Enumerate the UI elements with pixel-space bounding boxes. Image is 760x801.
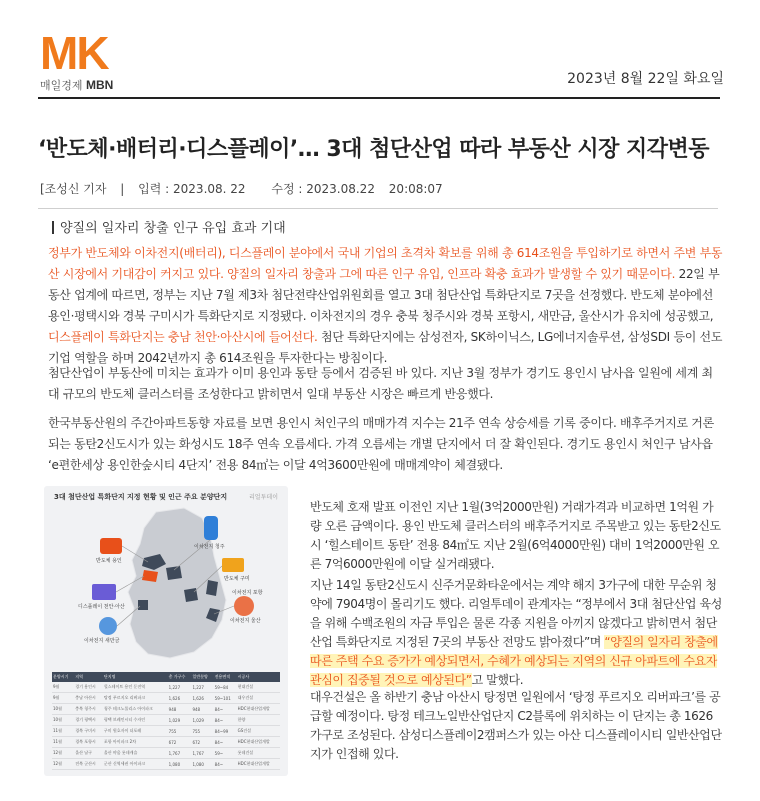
infographic-brand: 리얼투데이 [249,494,278,501]
logo-mbn-text: MBN [86,78,114,92]
region-pohang [206,580,218,596]
highlight-quote: “양질의 일자리 창출에 따른 주택 수요 증가가 예상되면서, 수혜가 예상되는 지역의 신규 아파트에 수요자 관심이 집중될 것으로 예상된다” [310,635,718,687]
table-cell: 1,767 [168,748,192,759]
table-cell: HDC현대산업개발 [237,759,280,770]
byline-separator: | [120,182,125,196]
table-header: 단지명 [103,672,168,682]
battery-icon [204,516,218,540]
table-cell: 1,029 [191,715,213,726]
article-title: ‘반도체·배터리·디스플레이’… 3대 첨단산업 따라 부동산 시장 지각변동 [38,137,709,162]
table-cell: 755 [168,726,192,737]
paragraph-1 [48,243,724,369]
highlight-lead: 정부가 반도체와 이차전지(배터리), 디스플레이 분야에서 국내 기업의 초격차 확보를 위해 총 614조원을 투입하기로 하면서 주변 부동산 시장에서 기대감이 커지고 있다. 양질의 일자리 창출과 그에 따른 인구 유입, 인프라 확충 효과가 발생할 수 있기 때문이다. [48,246,723,281]
table-header: 시공사 [237,672,280,682]
table-cell: 경북 포항시 [74,737,103,748]
paragraph-1-text-a: 22일 부동산 업계에 따르면, 정부는 지난 7월 제3차 첨단전략산업위원회를 열고 3대 첨단산업 특화단지로 7곳을 선정했다. 반도체 분야에선 용인·평택시와 경북 구미시가 특화단지로 지정됐다. 이차전지의 경우 충북 청주시와 경북 포항시, 새만금, 울산시가 유치에 성공했고, [48,267,720,323]
table-cell: GS건설 [237,726,280,737]
table-cell: 59~ [214,748,237,759]
table-cell: 경기 평택시 [74,715,103,726]
modified-date: 수정 : 2023.08.22 [271,182,375,196]
region-saemangeum [138,600,148,610]
table-cell: 84~ [214,704,237,715]
table-cell: 포항 아이파크 2차 [103,737,168,748]
table-header: 총 가구수 [168,672,192,682]
table-cell: 948 [168,704,192,715]
complex-table [52,672,280,770]
table-cell: 충남 아산시 [74,693,103,704]
table-cell: 탕정 푸르지오 리버파크 [103,693,168,704]
table-cell: 전북 군산시 [74,759,103,770]
table-cell: 대우건설 [237,693,280,704]
table-header: 일반분양 [191,672,213,682]
table-cell: 1,080 [191,759,213,770]
right-paragraph-3: 대우건설은 올 하반기 충남 아산시 탕정면 일원에서 ‘탕정 푸르지오 리버파크’를 공급할 예정이다. 탕정 테크노일반산업단지 C2블록에 위치하는 이 단지는 총 1626가구로 조성된다. 삼성디스플레이2캠퍼스가 있는 아산 디스플레이시티 일반산업단지가 인접해 있다. [310,690,722,761]
factory-icon [222,558,244,572]
bubble-icon-2 [99,617,117,635]
region-cheonan [142,570,158,582]
paragraph-3: 한국부동산원의 주간아파트동향 자료를 보면 용인시 처인구의 매매가격 지수는 21주 연속 상승세를 기록 중이다. 배후주거지로 거론되는 동탄2신도시가 있는 화성시도 18주 연속 오름세다. 가격 오름세는 개별 단지에서 더 잘 확인된다. 경기도 용인시 처인구 남사읍 ‘e편한세상 용인한숲시티 4단지’ 전용 84㎡는 이달 4억3600만원에 매매계약이 체결됐다. [48,416,714,472]
table-cell: 충북 청주시 [74,704,103,715]
map-label-gumi: 반도체 구미 [224,576,250,582]
bubble-icon [234,596,254,616]
table-cell: 롯데건설 [237,748,280,759]
right-paragraph-2 [310,576,724,690]
table-cell: 59~101 [214,693,237,704]
table-cell: 경기 용인시 [74,682,103,693]
region-cheongju [166,566,182,580]
table-cell: 9월 [52,682,74,693]
table-row [52,748,280,759]
logo-sub-text: 매일경제 [40,79,83,92]
table-cell: 84~ [214,759,237,770]
table-row [52,726,280,737]
map-label-pohang: 이차전지 포항 [232,590,263,596]
table-cell: 10월 [52,704,74,715]
header-divider [38,97,720,99]
table-cell: 11월 [52,726,74,737]
table-row [52,737,280,748]
table-cell: 9월 [52,693,74,704]
table-cell: 672 [168,737,192,748]
input-date: 입력 : 2023.08. 22 [138,182,246,196]
logo-mk-text: MK [40,27,108,79]
table-cell: 1,029 [168,715,192,726]
table-cell: 1,626 [191,693,213,704]
map-label-cheongju: 이차전지 청주 [194,544,225,550]
table-cell: 평택 브레인시티 수자인 [103,715,168,726]
table-cell: 1,227 [168,682,192,693]
right-paragraph-2-text-a: 지난 14일 동탄2신도시 신주거문화타운에서는 계약 해지 3가구에 대한 무순위 청약에 7904명이 몰리기도 했다. 리얼투데이 관계자는 “정부에서 3대 첨단산업 육성을 위해 수백조원의 자금 투입은 물론 각종 지원을 아끼지 않겠다고 밝히면서 첨단산업 특화단지로 지정된 7곳의 부동산 전망도 밝아졌다”며 [310,578,722,649]
paragraph-2: 첨단산업이 부동산에 미치는 효과가 이미 용인과 동탄 등에서 검증된 바 있다. 지난 3월 정부가 경기도 용인시 남사읍 일원에 세계 최대 규모의 반도체 클러스터를 조성한다고 밝히면서 일대 부동산 시장은 빠르게 반응했다. [48,366,713,401]
right-paragraph-1: 반도체 호재 발표 이전인 지난 1월(3억2000만원) 거래가격과 비교하면 1억원 가량 오른 금액이다. 용인 반도체 클러스터의 배후주거지로 주목받고 있는 동탄2신도시 ‘힐스테이트 동탄’ 전용 84㎡도 지난 2월(6억4000만원) 대비 1억2000만원 오른 7억6000만원에 이달 실거래됐다. [310,500,721,571]
table-row [52,704,280,715]
chip-icon [100,538,122,554]
table-cell: 군산 신역세권 아이파크 [103,759,168,770]
table-cell: 84~ [214,737,237,748]
map-label-ulsan: 이차전지 울산 [230,618,261,624]
table-cell: 울산 남구 [74,748,103,759]
subheading [52,217,286,236]
table-cell: 1,080 [168,759,192,770]
highlight-display: 디스플레이 특화단지는 충남 천안·아산시에 들어선다. [48,330,318,344]
table-cell: 59~84 [214,682,237,693]
table-cell: 1,626 [168,693,192,704]
byline [40,180,453,197]
table-cell: 1,767 [191,748,213,759]
table-header: 지역 [74,672,103,682]
table-cell: 경북 구미시 [74,726,103,737]
subheading-text: 양질의 일자리 창출 인구 유입 효과 기대 [60,221,286,236]
reporter-name: [조성신 기자 [40,182,107,196]
table-cell: 11월 [52,737,74,748]
table-cell: 청주 테크노폴리스 아이파크 [103,704,168,715]
paragraph-1-text-b: 첨단 특화단지에는 삼성전자, SK하이닉스, LG에너지솔루션, 삼성SDI 등이 선도기업 역할을 하며 2042년까지 총 614조원을 투자한다는 방침이다. [48,330,723,365]
table-cell: HDC현대산업개발 [237,737,280,748]
table-header: 전용면적 [214,672,237,682]
table-cell: 1,227 [191,682,213,693]
map-label-yongin: 반도체 용인 [96,558,122,564]
map-label-cheonan: 디스플레이 천안·아산 [78,604,125,610]
table-cell: 울산 야음 롯데캐슬 [103,748,168,759]
logo-subtitle [40,78,140,93]
table-cell: 755 [191,726,213,737]
table-cell: 구미 원호자이 더포레 [103,726,168,737]
table-cell: 672 [191,737,213,748]
modified-time: 20:08:07 [388,182,443,196]
table-cell: 84~ [214,715,237,726]
subheading-bar [52,221,54,234]
korea-map [44,504,288,670]
table-row [52,682,280,693]
byline-divider [38,208,718,209]
infographic [44,486,288,776]
display-icon [92,584,116,600]
infographic-title: 3대 첨단산업 특화단지 지정 현황 및 인근 주요 분양단지 [54,493,228,501]
table-cell: 12월 [52,748,74,759]
table-row [52,693,280,704]
table-cell: 힐스테이트 용인 둔전역 [103,682,168,693]
table-cell: 현대건설 [237,682,280,693]
table-body [52,682,280,770]
right-paragraph-2-text-b: 고 말했다. [471,673,524,687]
issue-date: 2023년 8월 22일 화요일 [567,71,724,87]
table-header: 분양시기 [52,672,74,682]
table-row [52,759,280,770]
table-cell: 10월 [52,715,74,726]
table-cell: 84~99 [214,726,237,737]
table-header-row [52,672,280,682]
table-cell: 948 [191,704,213,715]
table-cell: 한양 [237,715,280,726]
mk-logo[interactable] [40,27,140,100]
table-cell: 12월 [52,759,74,770]
table-cell: HDC현대산업개발 [237,704,280,715]
table-row [52,715,280,726]
map-label-saemangeum: 이차전지 새만금 [84,638,120,644]
